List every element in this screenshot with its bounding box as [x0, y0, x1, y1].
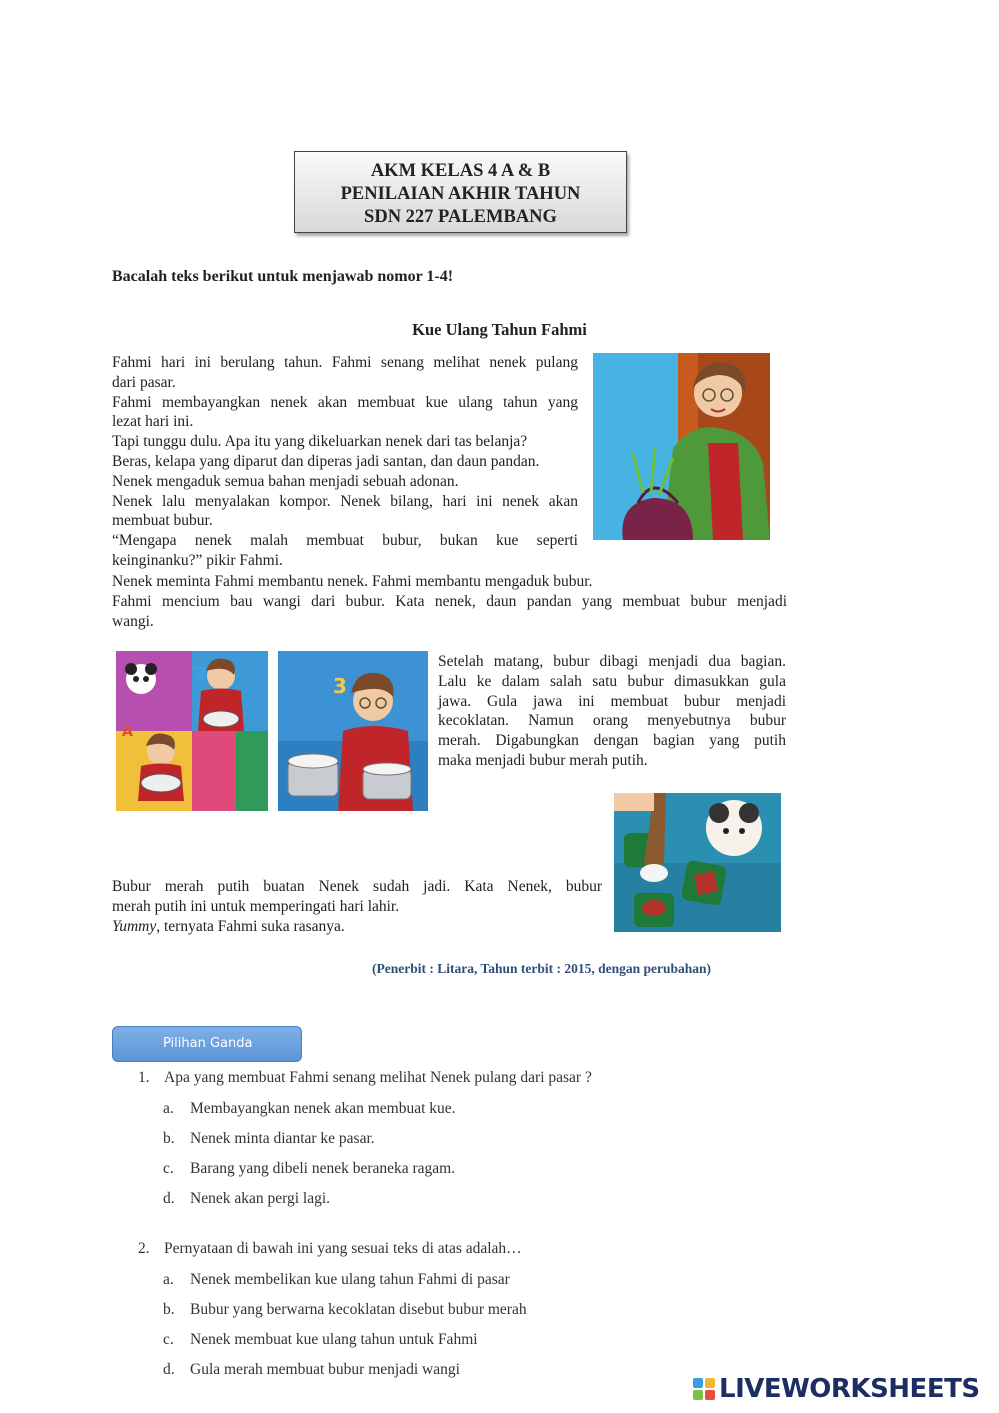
story-paragraph-3 [438, 652, 786, 771]
option-text: Nenek membuat kue ulang tahun untuk Fahmi [190, 1331, 478, 1348]
story-paragraph-2 [112, 572, 787, 631]
question-number: 2. [138, 1240, 150, 1257]
option-text: Nenek membelikan kue ulang tahun Fahmi di pasar [190, 1271, 510, 1288]
text-line: merah. Digabungkan dengan bagian yang putih [438, 732, 786, 750]
text-line: jawa. Gula jawa ini membuat bubur menjadi [438, 692, 786, 710]
source-citation: (Penerbit : Litara, Tahun terbit : 2015, dengan perubahan) [372, 961, 712, 976]
text-line: Lalu ke dalam salah satu bubur dimasukkan gula [438, 672, 786, 690]
option-letter: a. [163, 1271, 174, 1288]
text-line: Nenek meminta Fahmi membantu nenek. Fahmi membantu mengaduk bubur. [112, 573, 593, 590]
cooking-collage-illustration [116, 651, 268, 811]
grandma-shopping-illustration [593, 353, 770, 540]
option-2a[interactable] [163, 1271, 510, 1289]
option-letter: a. [163, 1100, 174, 1117]
text-line: wangi. [112, 612, 154, 630]
text-line: kecoklatan. Namun orang menyebutnya bubur [438, 712, 786, 730]
text-line: Bubur merah putih buatan Nenek sudah jadi. Kata Nenek, bubur [112, 878, 602, 895]
text-line: Fahmi mencium bau wangi dari bubur. Kata nenek, daun pandan yang membuat bubur menjadi [112, 592, 787, 610]
reading-instruction: Bacalah teks berikut untuk menjawab nomor 1-4! [112, 268, 454, 285]
story-title [0, 320, 999, 340]
title-line-3: SDN 227 PALEMBANG [364, 207, 557, 227]
text-line: “Mengapa nenek malah membuat bubur, bukan kue seperti [112, 532, 578, 550]
text-line: Fahmi hari ini berulang tahun. Fahmi senang melihat nenek pulang [112, 354, 578, 371]
option-2c[interactable] [163, 1331, 478, 1349]
option-text: Gula merah membuat bubur menjadi wangi [190, 1361, 460, 1378]
liveworksheets-logo-icon [692, 1377, 716, 1401]
option-letter: d. [163, 1190, 175, 1207]
option-1a[interactable] [163, 1100, 456, 1118]
question-text: Pernyataan di bawah ini yang sesuai teks di atas adalah… [164, 1240, 522, 1257]
number-label: 2 [194, 663, 207, 684]
text-line: Beras, kelapa yang diparut dan diperas jadi santan, dan daun pandan. [112, 452, 540, 470]
option-letter: d. [163, 1361, 175, 1378]
option-text: Membayangkan nenek akan membuat kue. [190, 1100, 456, 1117]
option-letter: c. [163, 1331, 174, 1348]
option-text: Barang yang dibeli nenek beraneka ragam. [190, 1160, 456, 1177]
option-2d[interactable] [163, 1361, 460, 1379]
story-title-text: Kue Ulang Tahun Fahmi [412, 320, 587, 339]
text-line: lezat hari ini. [112, 413, 194, 431]
text-line: Nenek lalu menyalakan kompor. Nenek bilang, hari ini nenek akan [112, 492, 578, 510]
yummy-word: Yummy [112, 917, 157, 935]
text-line: Setelah matang, bubur dibagi menjadi dua bagian. [438, 653, 786, 670]
question-2 [138, 1240, 522, 1258]
text-line: Nenek mengaduk semua bahan menjadi sebuah adonan. [112, 472, 459, 490]
section-badge-pilihan-ganda: Pilihan Ganda [112, 1026, 302, 1062]
grandma-pots-illustration [278, 651, 428, 811]
bubur-plates-illustration [614, 793, 781, 932]
option-letter: b. [163, 1130, 175, 1147]
number-label: 3 [333, 674, 347, 698]
title-line-1: AKM KELAS 4 A & B [370, 161, 551, 181]
logo-text: LIVEWORKSHEETS [719, 1374, 980, 1404]
option-letter: c. [163, 1160, 174, 1177]
text-line [112, 917, 602, 937]
text-line: dari pasar. [112, 373, 176, 391]
option-text: Nenek minta diantar ke pasar. [190, 1130, 375, 1147]
title-box [294, 151, 627, 233]
story-paragraph-4 [112, 877, 602, 936]
text-line: membuat bubur. [112, 512, 213, 530]
option-text: Nenek akan pergi lagi. [190, 1190, 331, 1207]
story-paragraph-1 [112, 353, 578, 571]
question-number: 1. [138, 1069, 150, 1086]
text-line: Tapi tunggu dulu. Apa itu yang dikeluarkan nenek dari tas belanja? [112, 433, 528, 451]
title-line-2: PENILAIAN AKHIR TAHUN [340, 184, 581, 204]
letter-label: A [122, 724, 133, 740]
yummy-rest: , ternyata Fahmi suka rasanya. [156, 917, 345, 935]
option-2b[interactable] [163, 1301, 527, 1319]
text-line: maka menjadi bubur merah putih. [438, 751, 648, 769]
text-line: keinginanku?” pikir Fahmi. [112, 551, 283, 569]
option-text: Bubur yang berwarna kecoklatan disebut bubur merah [190, 1301, 527, 1318]
text-line: merah putih ini untuk memperingati hari lahir. [112, 897, 400, 915]
liveworksheets-logo [692, 1374, 980, 1404]
question-1 [138, 1069, 592, 1087]
option-1d[interactable] [163, 1190, 331, 1208]
option-1c[interactable] [163, 1160, 456, 1178]
option-letter: b. [163, 1301, 175, 1318]
text-line: Fahmi membayangkan nenek akan membuat kue ulang tahun yang [112, 393, 578, 411]
option-1b[interactable] [163, 1130, 375, 1148]
question-text: Apa yang membuat Fahmi senang melihat Nenek pulang dari pasar ? [164, 1069, 592, 1086]
